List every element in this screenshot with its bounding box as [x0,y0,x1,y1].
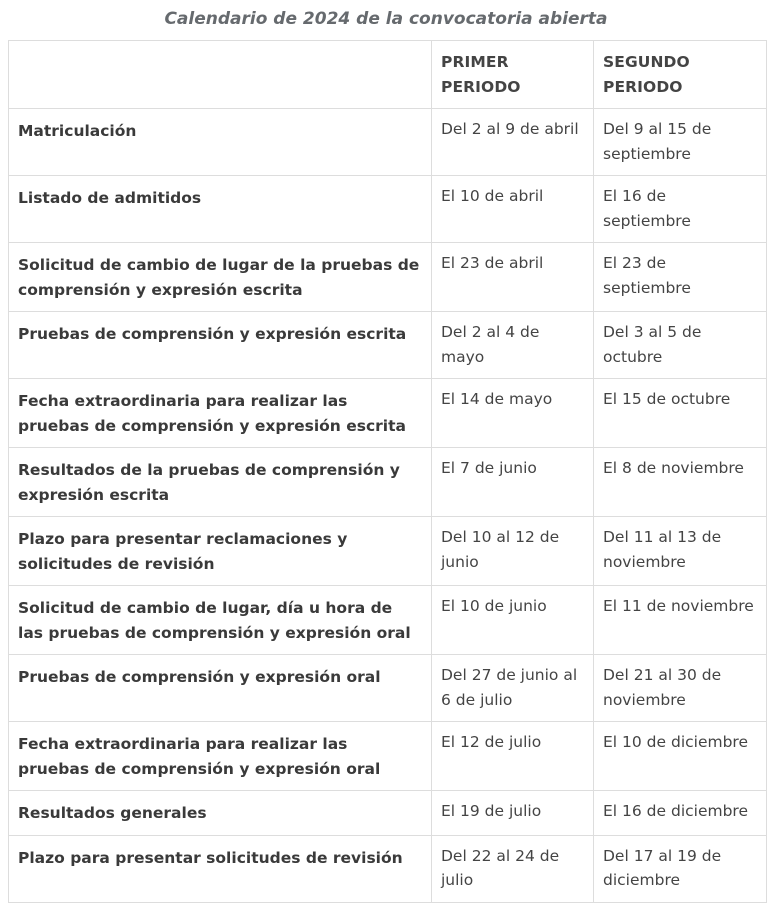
segundo-periodo-value: El 23 de septiembre [594,243,767,312]
row-label: Plazo para presentar reclamaciones y solicitudes de revisión [9,517,432,586]
table-row [9,835,767,902]
table-row [9,517,767,586]
segundo-periodo-value: Del 21 al 30 de noviembre [594,655,767,722]
primer-periodo-value: Del 2 al 4 de mayo [432,312,594,379]
table-row [9,586,767,655]
row-label: Pruebas de comprensión y expresión escrita [9,312,432,379]
primer-periodo-value: Del 10 al 12 de junio [432,517,594,586]
row-label: Resultados generales [9,791,432,836]
table-row [9,176,767,243]
table-row [9,312,767,379]
row-label: Solicitud de cambio de lugar, día u hora de las pruebas de comprensión y expresión oral [9,586,432,655]
table-row [9,722,767,791]
row-label: Solicitud de cambio de lugar de la pruebas de comprensión y expresión escrita [9,243,432,312]
primer-periodo-value: El 7 de junio [432,448,594,517]
row-label: Plazo para presentar solicitudes de revisión [9,835,432,902]
row-label: Fecha extraordinaria para realizar las pruebas de comprensión y expresión escrita [9,379,432,448]
table-row [9,655,767,722]
row-label: Pruebas de comprensión y expresión oral [9,655,432,722]
primer-periodo-value: Del 27 de junio al 6 de julio [432,655,594,722]
row-label: Listado de admitidos [9,176,432,243]
header-blank-cell [9,41,432,109]
segundo-periodo-value: Del 11 al 13 de noviembre [594,517,767,586]
table-row [9,243,767,312]
table-row [9,379,767,448]
segundo-periodo-value: El 16 de diciembre [594,791,767,836]
segundo-periodo-value: El 8 de noviembre [594,448,767,517]
segundo-periodo-value: El 16 de septiembre [594,176,767,243]
primer-periodo-value: El 10 de abril [432,176,594,243]
table-row [9,791,767,836]
table-header-row [9,41,767,109]
segundo-periodo-value: Del 17 al 19 de diciembre [594,835,767,902]
header-primer-periodo: PRIMER PERIODO [432,41,594,109]
calendar-table [8,40,767,903]
segundo-periodo-value: El 11 de noviembre [594,586,767,655]
table-row [9,109,767,176]
primer-periodo-value: El 12 de julio [432,722,594,791]
table-caption: Calendario de 2024 de la convocatoria abierta [164,9,608,29]
primer-periodo-value: Del 22 al 24 de julio [432,835,594,902]
header-segundo-periodo: SEGUNDO PERIODO [594,41,767,109]
primer-periodo-value: Del 2 al 9 de abril [432,109,594,176]
segundo-periodo-value: Del 3 al 5 de octubre [594,312,767,379]
primer-periodo-value: El 23 de abril [432,243,594,312]
primer-periodo-value: El 14 de mayo [432,379,594,448]
primer-periodo-value: El 19 de julio [432,791,594,836]
row-label: Resultados de la pruebas de comprensión y expresión escrita [9,448,432,517]
table-row [9,448,767,517]
segundo-periodo-value: Del 9 al 15 de septiembre [594,109,767,176]
segundo-periodo-value: El 15 de octubre [594,379,767,448]
primer-periodo-value: El 10 de junio [432,586,594,655]
segundo-periodo-value: El 10 de diciembre [594,722,767,791]
row-label: Matriculación [9,109,432,176]
row-label: Fecha extraordinaria para realizar las pruebas de comprensión y expresión oral [9,722,432,791]
